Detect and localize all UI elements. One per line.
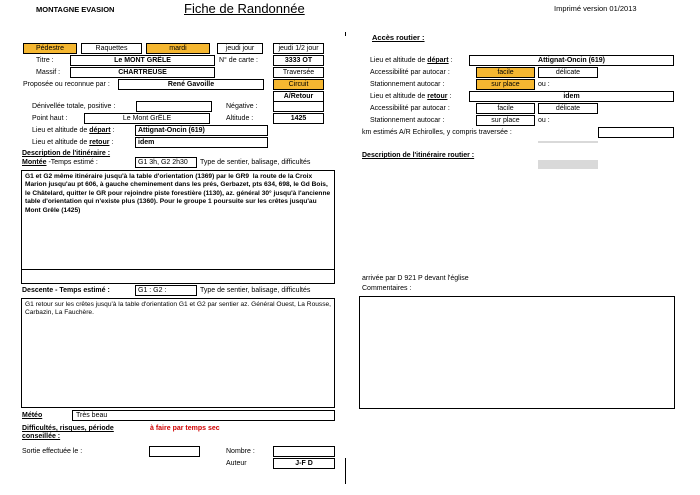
- montee-label: Montée -Temps estimé :: [22, 159, 98, 166]
- nombre-label: Nombre :: [226, 448, 255, 455]
- routier-access1-label: Accessibilité par autocar :: [370, 69, 450, 76]
- itineraire-heading: Description de l'itinéraire :: [22, 150, 111, 157]
- routier-station1-label: Stationnement autocar :: [370, 81, 445, 88]
- routier-access1-delicate[interactable]: délicate: [538, 67, 598, 78]
- routier-station1-field[interactable]: sur place: [476, 79, 535, 90]
- routier-access2-facile[interactable]: facile: [476, 103, 535, 114]
- nombre-field[interactable]: [273, 446, 335, 457]
- denivele-label: Dénivellée totale, positive :: [32, 103, 116, 110]
- point-haut-label: Point haut :: [32, 115, 68, 122]
- massif-field[interactable]: CHARTREUSE: [70, 67, 215, 78]
- activity-raquettes[interactable]: Raquettes: [81, 43, 142, 54]
- montee-type-label: Type de sentier, balisage, difficultés: [200, 159, 311, 166]
- routier-desc-gray: [538, 160, 598, 169]
- descente-type-label: Type de sentier, balisage, difficultés: [200, 287, 311, 294]
- routier-access2-label: Accessibilité par autocar :: [370, 105, 450, 112]
- auteur-label: Auteur: [226, 460, 247, 467]
- difficultes-value[interactable]: à faire par temps sec: [150, 425, 220, 432]
- carte-field[interactable]: 3333 OT: [273, 55, 324, 66]
- routier-ou1-label: ou :: [538, 81, 550, 88]
- montee-time-field[interactable]: G1 3h, G2 2h30: [135, 157, 197, 168]
- descente-description[interactable]: G1 retour sur les crêtes jusqu'à la table d'orientation G1 et G2 par sentier az. Général Ouest, La Rousse, Carbazin, La Fauchère.: [21, 298, 335, 408]
- denivele-field[interactable]: [136, 101, 212, 112]
- descente-label: Descente - Temps estimé :: [22, 287, 110, 294]
- meteo-field[interactable]: Très beau: [72, 410, 335, 421]
- point-haut-field[interactable]: Le Mont GrÊLE: [84, 113, 210, 124]
- routier-station2-label: Stationnement autocar :: [370, 117, 445, 124]
- altitude-label: Altitude :: [226, 115, 254, 122]
- sortie-field[interactable]: [149, 446, 200, 457]
- massif-label: Massif :: [36, 69, 61, 76]
- routier-heading: Accès routier :: [372, 33, 425, 42]
- routier-comment-label: Commentaires :: [362, 285, 412, 292]
- retour-label: Lieu et altitude de retour :: [32, 139, 114, 146]
- activity-jeudi-jour[interactable]: jeudi jour: [217, 43, 263, 54]
- type-aretour[interactable]: A/Retour: [273, 91, 324, 102]
- negative-field[interactable]: [273, 101, 324, 112]
- retour-field[interactable]: idem: [135, 137, 268, 148]
- meteo-label: Météo: [22, 412, 43, 419]
- montee-description[interactable]: G1 et G2 même itinéraire jusqu'à la table d'orientation (1369) par le GR9 la route de la Croix Marion jusqu'au pt 606, à gauche cheminement dans les prés, Gerbazet, pts 634, 698, le Gd Bois, le Châtelard, quitter le GR pour rejoindre piste forestière (1130), az. général 30° jusqu'à l'ancienne table d'orientation qui n'existe plus (1360). Pour le groupe 1 poursuite sur les crêtes jusqu'au Mont Grêle (1425): [21, 170, 335, 270]
- depart-label: Lieu et altitude de départ :: [32, 127, 115, 134]
- routier-km-label: km estimés A/R Echirolles, y compris traversée :: [362, 129, 512, 136]
- print-version: Imprimé version 01/2013: [554, 4, 637, 13]
- titre-label: Titre :: [36, 57, 54, 64]
- routier-arrivee: arrivée par D 921 P devant l'église: [362, 275, 469, 282]
- type-traversee[interactable]: Traversée: [273, 67, 324, 78]
- descente-time-field[interactable]: G1 : G2 :: [135, 285, 197, 296]
- auteur-field[interactable]: J-F D: [273, 458, 335, 469]
- routier-km-field[interactable]: [598, 127, 674, 138]
- activity-jeudi-half[interactable]: jeudi 1/2 jour: [273, 43, 324, 54]
- negative-label: Négative :: [226, 103, 258, 110]
- montee-description-extra[interactable]: [21, 270, 335, 284]
- carte-label: N° de carte :: [219, 57, 258, 64]
- page-title: Fiche de Randonnée: [184, 1, 305, 16]
- routier-depart-label: Lieu et altitude de départ :: [370, 57, 453, 64]
- routier-comment-field[interactable]: [359, 296, 675, 409]
- routier-ou2-label: ou :: [538, 117, 550, 124]
- routier-access1-facile[interactable]: facile: [476, 67, 535, 78]
- routier-desc-heading: Description de l'itinéraire routier :: [362, 152, 475, 159]
- proposee-label: Proposée ou reconnue par :: [23, 81, 110, 88]
- routier-km-underline: [538, 141, 598, 143]
- routier-access2-delicate[interactable]: délicate: [538, 103, 598, 114]
- sortie-label: Sortie effectuée le :: [22, 448, 83, 455]
- depart-field[interactable]: Attignat-Oncin (619): [135, 125, 268, 136]
- routier-retour-field[interactable]: idem: [469, 91, 674, 102]
- column-separator-bottom: [345, 458, 346, 484]
- titre-field[interactable]: Le MONT GRÊLE: [70, 55, 215, 66]
- proposee-field[interactable]: René Gavoille: [118, 79, 264, 90]
- activity-pedestre[interactable]: Pédestre: [23, 43, 77, 54]
- org-name: MONTAGNE EVASION: [36, 5, 115, 14]
- activity-day[interactable]: mardi: [146, 43, 210, 54]
- column-separator-top: [345, 32, 346, 36]
- routier-depart-field[interactable]: Attignat-Oncin (619): [469, 55, 674, 66]
- type-circuit[interactable]: Circuit: [273, 79, 324, 90]
- altitude-field[interactable]: 1425: [273, 113, 324, 124]
- routier-station2-field[interactable]: sur place: [476, 115, 535, 126]
- routier-retour-label: Lieu et altitude de retour :: [370, 93, 452, 100]
- difficultes-label: Difficultés, risques, période conseillée :: [22, 425, 114, 441]
